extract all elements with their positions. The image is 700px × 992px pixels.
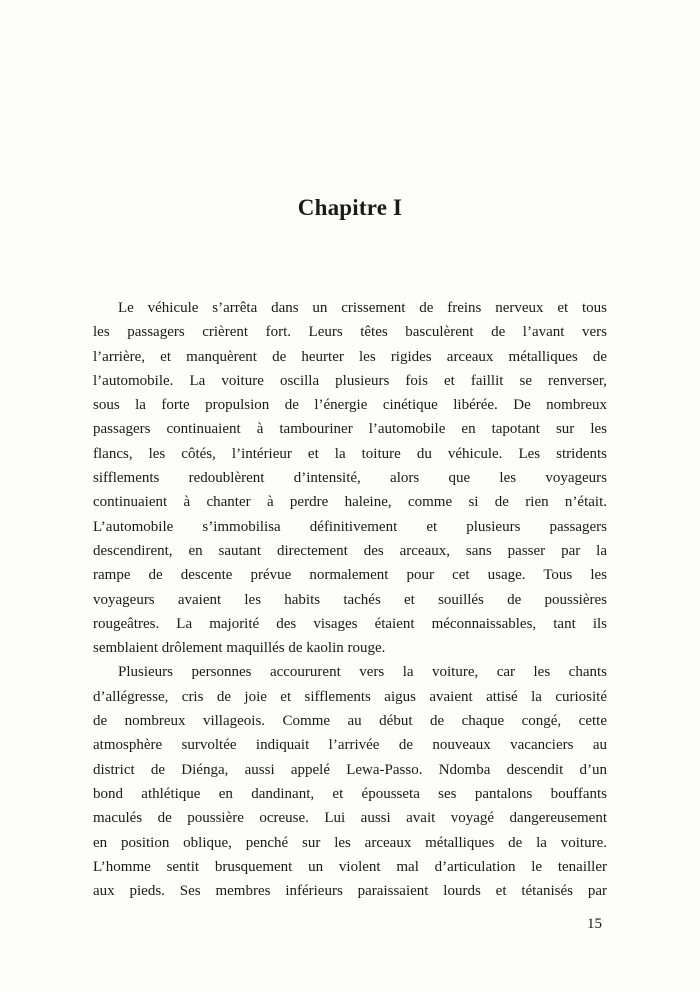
text-line: bond athlétique en dandinant, et épousseta ses pantalons bouffants [93, 785, 607, 802]
chapter-title: Chapitre I [297, 195, 403, 220]
text-line: continuaient à chanter à perdre haleine, comme si de rien n’était. [93, 494, 607, 511]
text-line: les passagers crièrent fort. Leurs têtes basculèrent de l’avant vers [93, 324, 607, 341]
text-line: rampe de descente prévue normalement pour cet usage. Tous les [93, 567, 607, 584]
page-number: 15 [587, 916, 602, 932]
text-line: aux pieds. Ses membres inférieurs paraissaient lourds et tétanisés par [93, 883, 607, 900]
text-line: d’allégresse, cris de joie et sifflements aigus avaient attisé la curiosité [93, 688, 607, 705]
text-line: L’homme sentit brusquement un violent mal d’articulation le tenailler [93, 858, 607, 875]
page-body [93, 296, 607, 903]
paragraph [93, 296, 607, 660]
text-line: passagers continuaient à tambouriner l’automobile en tapotant sur les [93, 421, 607, 438]
text-line: sous la forte propulsion de l’énergie cinétique libérée. De nombreux [93, 397, 607, 414]
text-line: L’automobile s’immobilisa définitivement et plusieurs passagers [93, 518, 607, 535]
paragraph [93, 660, 607, 903]
text-line: maculés de poussière ocreuse. Lui aussi avait voyagé dangereusement [93, 810, 607, 827]
text-line: semblaient drôlement maquillés de kaolin rouge. [93, 640, 386, 657]
text-line: l’automobile. La voiture oscilla plusieurs fois et faillit se renverser, [93, 372, 607, 389]
text-line: de nombreux villageois. Comme au début de chaque congé, cette [93, 713, 607, 730]
text-line: sifflements redoublèrent d’intensité, alors que les voyageurs [93, 470, 607, 487]
text-line: en position oblique, penché sur les arceaux métalliques de la voiture. [93, 834, 607, 851]
text-line: voyageurs avaient les habits tachés et souillés de poussières [93, 591, 607, 608]
text-line: flancs, les côtés, l’intérieur et la toiture du véhicule. Les stridents [93, 445, 607, 462]
text-line: l’arrière, et manquèrent de heurter les rigides arceaux métalliques de [93, 348, 607, 365]
text-line: rougeâtres. La majorité des visages étaient méconnaissables, tant ils [93, 615, 607, 632]
text-line: atmosphère survoltée indiquait l’arrivée de nouveaux vacanciers au [93, 737, 607, 754]
text-line: Plusieurs personnes accoururent vers la voiture, car les chants [118, 664, 607, 681]
text-line: district de Diénga, aussi appelé Lewa-Passo. Ndomba descendit d’un [93, 761, 607, 778]
text-line: Le véhicule s’arrêta dans un crissement de freins nerveux et tous [118, 300, 607, 316]
text-line: descendirent, en sautant directement des arceaux, sans passer par la [93, 542, 607, 559]
